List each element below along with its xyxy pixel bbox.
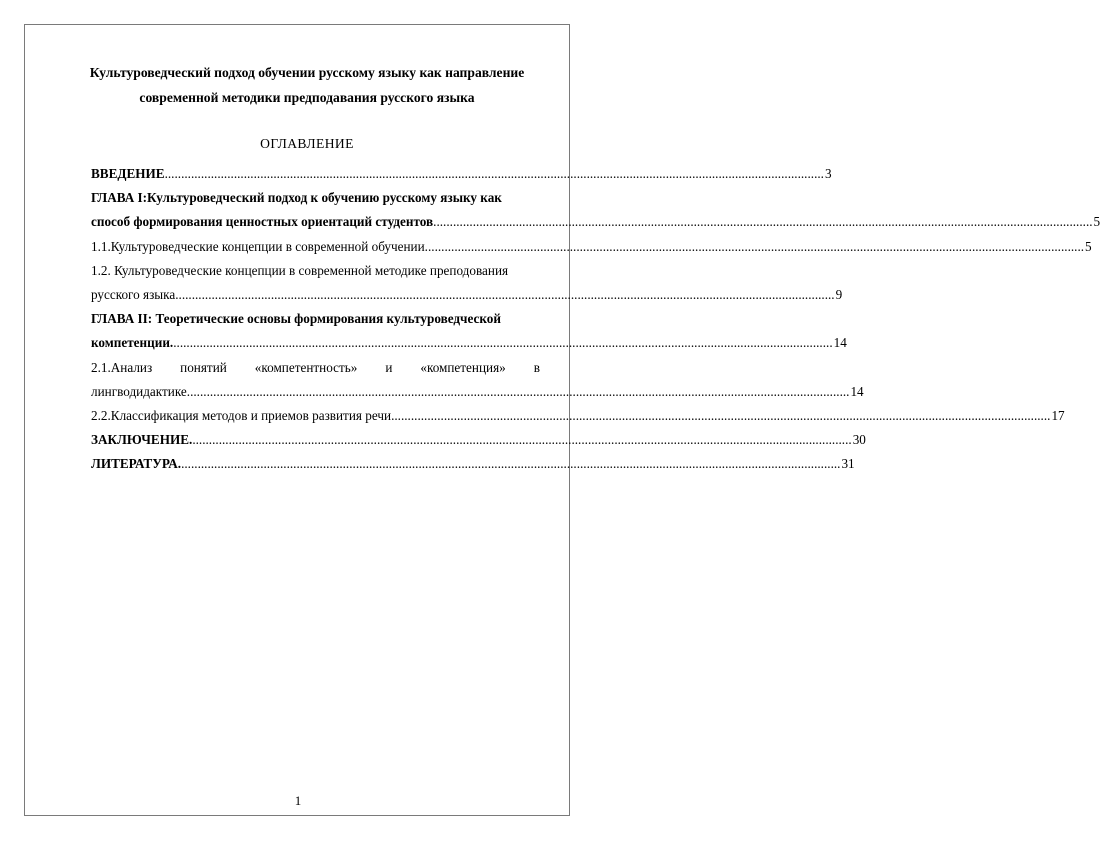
toc-page-number: 17 xyxy=(1051,407,1065,423)
dot-leader: ........................................................................................................................................................................................................ xyxy=(175,286,835,302)
toc-entry-label: 1.1.Культуроведческие концепции в современной обучении xyxy=(91,238,425,254)
toc-page-number: 3 xyxy=(824,166,832,181)
toc-word: и xyxy=(385,359,393,375)
title-line-1: Культуроведческий подход обучении русскому языку как направление xyxy=(89,65,525,80)
toc-entry-chapter2-line1[interactable] xyxy=(91,307,540,331)
dot-leader: ........................................................................................................................................................................................................ xyxy=(164,166,824,181)
toc-entry-label: 2.2.Классификация методов и приемов развития речи xyxy=(91,407,392,423)
toc-entry-section-2-2[interactable] xyxy=(91,404,1065,428)
toc-entry-chapter1-line2[interactable] xyxy=(91,210,1100,234)
dot-leader: ........................................................................................................................................................................................................ xyxy=(190,383,850,399)
toc-heading: ОГЛАВЛЕНИЕ xyxy=(260,136,354,151)
toc-entry-section-1-2-line1[interactable] xyxy=(91,259,540,283)
toc-page-number: 5 xyxy=(1085,238,1092,254)
dot-leader: ........................................................................................................................................................................................................ xyxy=(173,335,833,351)
dot-leader: ........................................................................................................................................................................................................ xyxy=(192,432,852,448)
toc-entry-label: ГЛАВА I:Культуроведческий подход к обучению русскому языку как xyxy=(91,190,502,206)
toc-entry-literature[interactable] xyxy=(91,452,855,476)
toc-entry-section-1-2-line2[interactable] xyxy=(91,283,843,307)
toc-word: «компетенция» xyxy=(420,359,506,375)
dot-leader: ........................................................................................................................................................................................................ xyxy=(424,238,1085,254)
toc-entry-label: лингводидактике. xyxy=(91,383,191,399)
table-of-contents xyxy=(91,162,1100,476)
toc-entry-label: ГЛАВА II: Теоретические основы формирования культуроведческой xyxy=(91,311,501,327)
page-number: 1 xyxy=(294,793,302,808)
toc-entry-section-2-1-line1[interactable] xyxy=(91,356,540,380)
dot-leader: ........................................................................................................................................................................................................ xyxy=(181,456,841,472)
toc-entry-conclusion[interactable] xyxy=(91,428,866,452)
toc-entry-section-2-1-line2[interactable] xyxy=(91,380,864,404)
toc-entry-label: компетенции. xyxy=(91,335,174,351)
toc-entry-label: 1.2. Культуроведческие концепции в современной методике преподования xyxy=(91,262,509,278)
toc-page-number: 31 xyxy=(841,456,855,472)
toc-entry-section-1-1[interactable] xyxy=(91,235,1092,259)
toc-page-number: 14 xyxy=(850,383,864,399)
toc-entry-intro[interactable] xyxy=(91,162,832,186)
document-title xyxy=(70,60,544,110)
title-line-2: современной методики предподавания русского языка xyxy=(139,90,475,105)
dot-leader: ........................................................................................................................................................................................................ xyxy=(433,214,1093,230)
toc-page-number: 30 xyxy=(852,432,866,448)
toc-word: 2.1.Анализ xyxy=(91,359,153,375)
toc-entry-chapter2-line2[interactable] xyxy=(91,331,847,355)
toc-page-number: 14 xyxy=(833,335,847,351)
toc-entry-chapter1-line1[interactable] xyxy=(91,186,540,210)
toc-entry-label: ЛИТЕРАТУРА. xyxy=(91,456,182,472)
toc-page-number: 9 xyxy=(835,286,843,302)
toc-entry-label: русского языка xyxy=(91,286,176,302)
toc-word: понятий xyxy=(180,359,227,375)
toc-entry-label: ВВЕДЕНИЕ xyxy=(91,166,165,181)
dot-leader: ........................................................................................................................................................................................................ xyxy=(391,407,1051,423)
toc-entry-label: способ формирования ценностных ориентаций студентов xyxy=(91,214,434,230)
toc-page-number: 5 xyxy=(1093,214,1100,230)
toc-entry-label: ЗАКЛЮЧЕНИЕ. xyxy=(91,432,193,448)
toc-word: в xyxy=(533,359,540,375)
toc-word: «компетентность» xyxy=(254,359,358,375)
